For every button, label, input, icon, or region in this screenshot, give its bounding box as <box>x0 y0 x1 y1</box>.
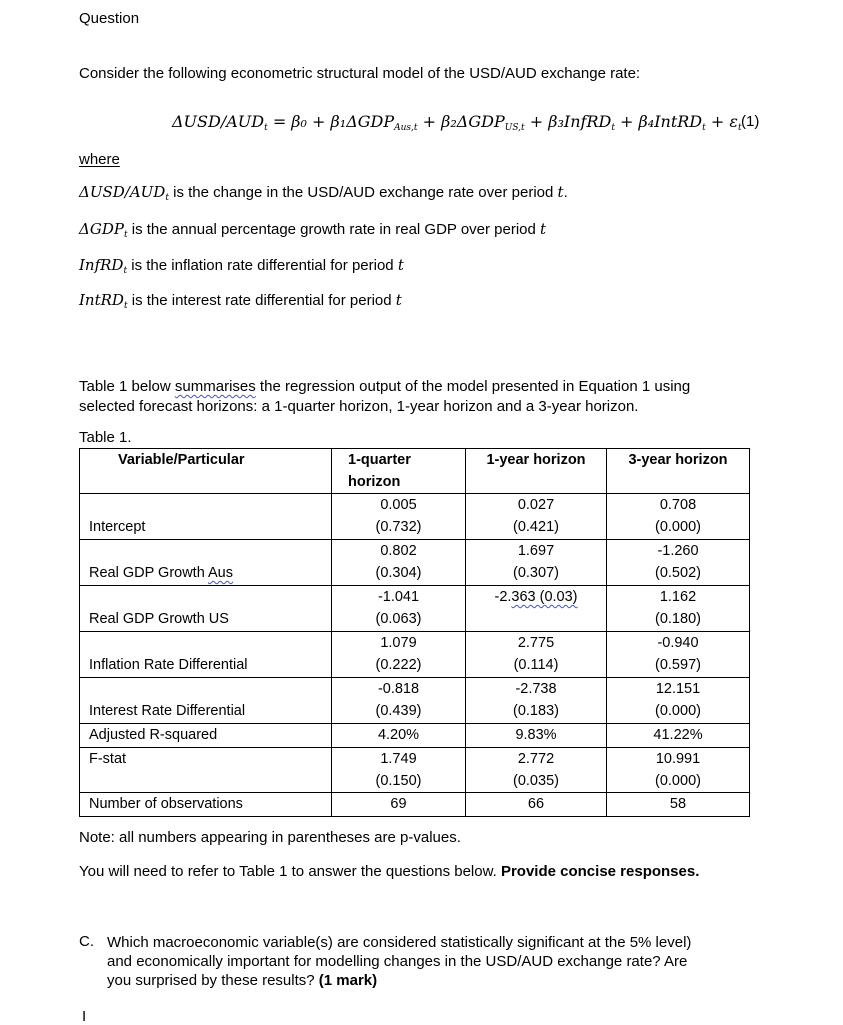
definition-row <box>79 183 568 203</box>
header-variable: Variable/Particular <box>80 449 332 494</box>
coef: 0.027 <box>517 497 555 513</box>
pvalue: (0.597) <box>655 657 701 673</box>
text-cursor[interactable]: I <box>82 1008 87 1025</box>
row-label: Real GDP Growth US <box>80 586 332 632</box>
pvalue: (0.150) <box>375 773 422 789</box>
spellcheck-word: Aus <box>208 565 234 581</box>
equation-sub: t <box>611 123 615 133</box>
def-text: is the annual percentage growth rate in real GDP over period <box>127 221 541 238</box>
cell <box>332 748 466 793</box>
row-label: Adjusted R-squared <box>80 724 332 748</box>
def-symbol: IntRD <box>79 291 124 309</box>
equation-term: + β₃InfRD <box>529 112 612 131</box>
equation-sub: Aus,t <box>394 123 418 133</box>
table-note: Note: all numbers appearing in parentheses are p-values. <box>79 829 461 846</box>
coef: 10.991 <box>655 751 701 767</box>
cell <box>466 678 607 724</box>
table-row <box>80 793 750 817</box>
spellcheck-word: summarises <box>174 378 256 395</box>
where-label: where <box>79 151 120 168</box>
pvalue: (0.063) <box>375 611 422 627</box>
table-intro-line: selected forecast horizons: a 1-quarter horizon, 1-year horizon and a 3-year horizon. <box>79 398 639 415</box>
def-symbol: InfRD <box>79 256 124 274</box>
table-row <box>80 678 750 724</box>
pvalue: (0.732) <box>375 519 422 535</box>
intro-text: Consider the following econometric structural model of the USD/AUD exchange rate: <box>79 65 641 82</box>
coef: 0.708 <box>659 497 697 513</box>
equation <box>172 112 742 133</box>
coef: 12.151 <box>655 681 701 697</box>
def-symbol: ΔGDP <box>79 220 124 238</box>
header-text: horizon <box>348 474 401 490</box>
coef: 1.697 <box>517 543 555 559</box>
table-intro-line <box>79 378 690 395</box>
equation-sub: t <box>737 123 742 133</box>
cell <box>466 494 607 540</box>
equation-term: = β₀ + β₁ΔGDP <box>272 112 395 131</box>
table-header-row <box>80 449 750 494</box>
pvalue: (0.222) <box>375 657 422 673</box>
definition-row <box>79 256 404 276</box>
cell <box>607 748 750 793</box>
pvalue: (0.000) <box>655 519 701 535</box>
equation-sub: US,t <box>504 123 525 133</box>
def-sub: t <box>123 301 128 311</box>
text-run: you surprised by these results? <box>107 972 319 989</box>
definition-row <box>79 291 402 311</box>
cell: 58 <box>607 793 750 817</box>
cell <box>332 540 466 586</box>
coef: -1.260 <box>657 543 699 559</box>
pvalue: (0.421) <box>513 519 559 535</box>
row-label: F-stat <box>80 748 332 793</box>
cell <box>607 540 750 586</box>
cell <box>332 678 466 724</box>
spellcheck-text: 363 (0.03) <box>511 589 578 605</box>
question-line: Which macroeconomic variable(s) are considered statistically significant at the 5% level) <box>107 934 692 951</box>
question-line: and economically important for modelling changes in the USD/AUD exchange rate? Are <box>107 953 688 970</box>
def-text: is the interest rate differential for period <box>127 292 396 309</box>
cell <box>332 494 466 540</box>
equation-number: (1) <box>741 113 760 130</box>
instruction-emphasis: Provide concise responses. <box>500 863 700 880</box>
def-end: . <box>563 184 568 201</box>
def-sub: t <box>123 230 128 240</box>
label-text: Real GDP Growth <box>89 565 209 581</box>
cell <box>607 632 750 678</box>
cell <box>332 586 466 632</box>
cell: 9.83% <box>466 724 607 748</box>
cell <box>466 748 607 793</box>
equation-term: + β₂ΔGDP <box>422 112 505 131</box>
def-var: t <box>395 291 402 309</box>
coef: 1.079 <box>380 635 417 651</box>
coef: 2.775 <box>517 635 555 651</box>
coef: 2.772 <box>517 751 555 767</box>
mark-value: (1 mark) <box>318 972 378 989</box>
cell <box>607 586 750 632</box>
equation-term: + ε <box>710 112 738 131</box>
def-symbol: ΔUSD/AUD <box>79 183 166 201</box>
pvalue: (0.035) <box>513 773 559 789</box>
coef: -0.940 <box>657 635 699 651</box>
cell <box>466 540 607 586</box>
def-text: is the inflation rate differential for period <box>127 257 398 274</box>
text-run: You will need to refer to Table 1 to answer the questions below. <box>79 863 501 880</box>
row-label: Inflation Rate Differential <box>80 632 332 678</box>
cell: 4.20% <box>332 724 466 748</box>
question-c-text <box>107 933 691 990</box>
header-text: 1-quarter <box>348 452 411 468</box>
table-row <box>80 748 750 793</box>
def-var: t <box>557 183 564 201</box>
pvalue: (0.000) <box>655 773 701 789</box>
header-1-quarter <box>332 449 466 494</box>
table-row <box>80 586 750 632</box>
section-label: Question <box>79 10 140 27</box>
def-var: t <box>540 220 547 238</box>
cell <box>607 678 750 724</box>
equation-term: + β₄IntRD <box>620 112 703 131</box>
pvalue: (0.000) <box>655 703 701 719</box>
equation-lhs: ΔUSD/AUD <box>172 112 265 131</box>
coef: -0.818 <box>377 681 420 697</box>
def-sub: t <box>165 193 169 203</box>
table-caption: Table 1. <box>79 429 132 446</box>
table-row <box>80 632 750 678</box>
def-var: t <box>397 256 404 274</box>
coef: 0.802 <box>380 543 417 559</box>
pvalue: (0.114) <box>513 657 559 673</box>
coef: 1.162 <box>659 589 697 605</box>
table-row <box>80 724 750 748</box>
header-3-year: 3-year horizon <box>607 449 750 494</box>
coef: -1.041 <box>377 589 420 605</box>
cell <box>332 632 466 678</box>
question-c-marker: C. <box>79 933 94 950</box>
cell: 69 <box>332 793 466 817</box>
cell <box>466 586 607 632</box>
def-sub: t <box>123 266 128 276</box>
coef: -2.738 <box>515 681 557 697</box>
cell <box>466 632 607 678</box>
table-row <box>80 540 750 586</box>
row-label: Intercept <box>80 494 332 540</box>
definition-row <box>79 220 546 240</box>
pvalue: (0.307) <box>513 565 559 581</box>
cell: 41.22% <box>607 724 750 748</box>
equation-sub: t <box>702 123 706 133</box>
pvalue: (0.439) <box>375 703 422 719</box>
row-label: Interest Rate Differential <box>80 678 332 724</box>
row-label <box>80 540 332 586</box>
def-text: is the change in the USD/AUD exchange rate over period <box>168 184 558 201</box>
regression-table <box>79 448 750 817</box>
text-run: the regression output of the model presented in Equation 1 using <box>255 378 691 395</box>
row-label: Number of observations <box>80 793 332 817</box>
coef: -2. <box>494 589 512 605</box>
pvalue: (0.183) <box>513 703 559 719</box>
table-row <box>80 494 750 540</box>
pvalue: (0.180) <box>655 611 701 627</box>
equation-sub: t <box>264 123 268 133</box>
coef: 1.749 <box>380 751 417 767</box>
pvalue: (0.502) <box>655 565 701 581</box>
coef: 0.005 <box>380 497 417 513</box>
instruction <box>79 863 699 880</box>
pvalue: (0.304) <box>375 565 422 581</box>
cell <box>607 494 750 540</box>
cell: 66 <box>466 793 607 817</box>
text-run: Table 1 below <box>79 378 175 395</box>
header-1-year: 1-year horizon <box>466 449 607 494</box>
question-line <box>107 971 691 990</box>
